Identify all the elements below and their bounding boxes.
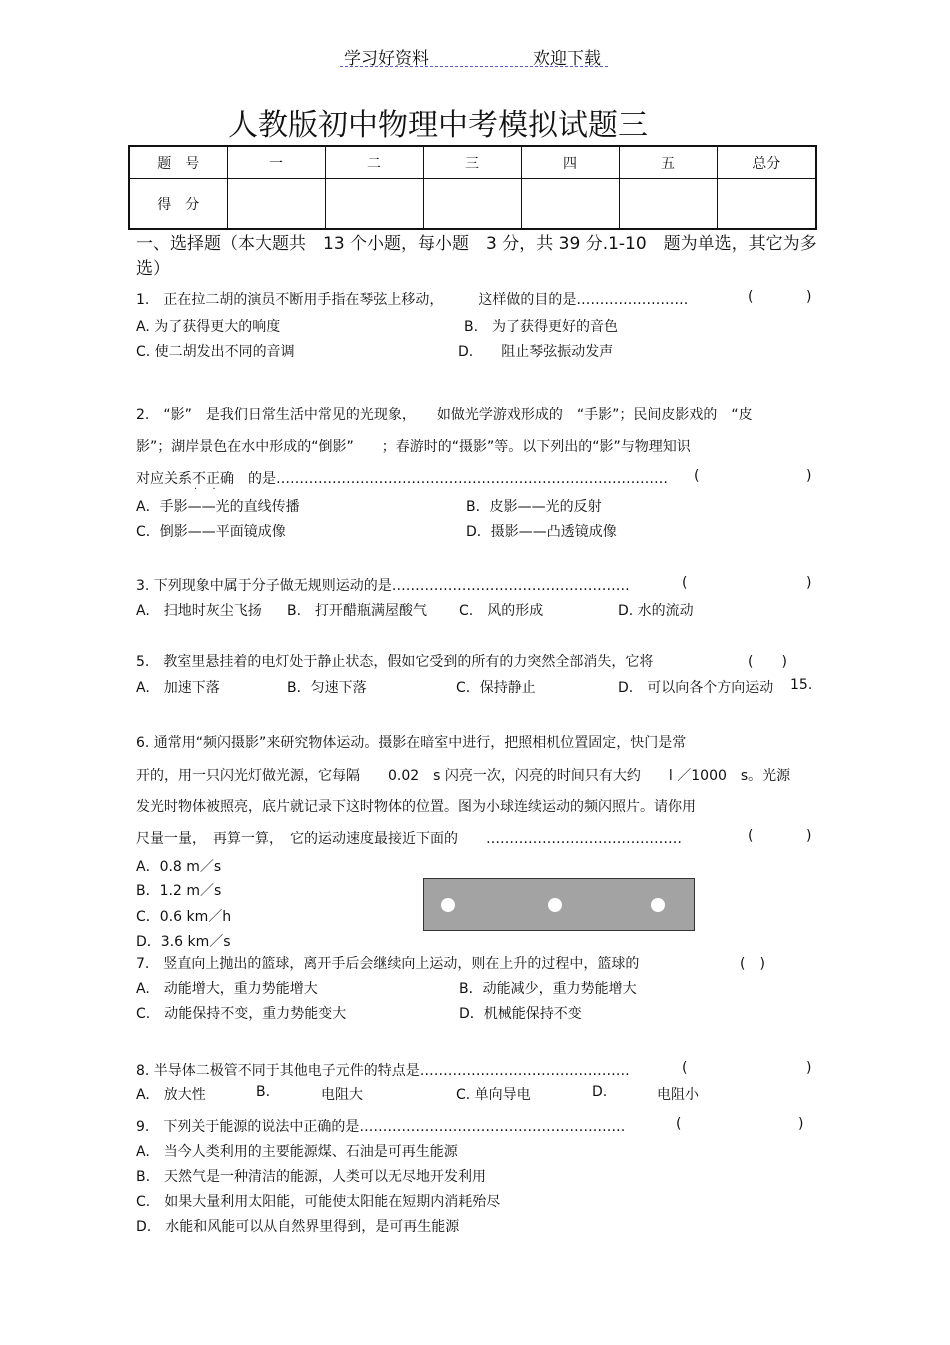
score-table — [128, 145, 817, 230]
option-d: D．机械能保持不变 — [459, 1006, 582, 1022]
option-d: D. 阻止琴弦振动发声 — [458, 344, 614, 360]
option-b-letter: B. — [256, 1084, 271, 1100]
option-a: A．0.8 m／s — [136, 859, 222, 875]
question-6-line-2: 开的，用一只闪光灯做光源，它每隔 0.02 s 闪亮一次，闪亮的时间只有大约 l ／1000 s。光源 — [136, 768, 791, 784]
page-title: 人教版初中物理中考模拟试题三 — [228, 108, 648, 143]
question-5-stem: 5. 教室里悬挂着的电灯处于静止状态，假如它受到的所有的力突然全部消失，它将 — [136, 654, 654, 670]
option-a: A. 当今人类利用的主要能源煤、石油是可再生能源 — [136, 1144, 458, 1160]
option-c: C. 使二胡发出不同的音调 — [136, 344, 295, 360]
option-d: D. 水的流动 — [618, 603, 694, 619]
question-2-text: 对应关系 — [136, 471, 192, 487]
score-table-score-row — [129, 179, 816, 230]
header-divider — [340, 66, 608, 67]
question-7-stem: 7. 竖直向上抛出的篮球，离开手后会继续向上运动，则在上升的过程中，篮球的 — [136, 956, 640, 972]
option-d: D．摄影——凸透镜成像 — [466, 524, 617, 540]
header-left-text: 学习好资料 — [344, 49, 429, 69]
ball-image — [548, 898, 562, 912]
option-c: C. 单向导电 — [456, 1087, 531, 1103]
option-a: A. 动能增大，重力势能增大 — [136, 981, 318, 997]
score-cell — [521, 179, 619, 230]
option-a: A. 放大性 — [136, 1087, 206, 1103]
score-cell — [619, 179, 717, 230]
score-header-cell: 总分 — [717, 146, 816, 179]
option-c: C. 动能保持不变，重力势能变大 — [136, 1006, 347, 1022]
score-header-cell: 一 — [227, 146, 325, 179]
option-d: D. 水能和风能可以从自然界里得到，是可再生能源 — [136, 1219, 460, 1235]
option-d: D．3.6 km／s — [136, 934, 231, 950]
option-c: C. 风的形成 — [459, 603, 544, 619]
question-3-stem: 3. 下列现象中属于分子做无规则运动的是…………………………………………… — [136, 578, 630, 594]
answer-paren-open: ( — [748, 289, 754, 305]
answer-paren: ( ) — [748, 654, 787, 670]
question-6-line-1: 6. 通常用“频闪摄影”来研究物体运动。摄影在暗室中进行，把照相机位置固定，快门是常 — [136, 735, 687, 751]
answer-paren-close: ) — [798, 1116, 804, 1132]
header-right-text: 欢迎下载 — [533, 49, 601, 69]
ball-image — [651, 898, 665, 912]
score-header-cell: 三 — [423, 146, 521, 179]
score-header-cell: 题 号 — [129, 146, 227, 179]
question-6-line-4: 尺量一量， 再算一算， 它的运动速度最接近下面的 …………………………………… — [136, 831, 682, 847]
score-cell — [227, 179, 325, 230]
option-a: A. 扫地时灰尘飞扬 — [136, 603, 262, 619]
option-a: A．手影——光的直线传播 — [136, 499, 300, 515]
question-2-text: 的是………………………………………………………………………… — [234, 471, 668, 487]
answer-paren-close: ) — [806, 289, 812, 305]
trailing-number: 15. — [790, 677, 813, 693]
option-b: B. 打开醋瓶满屋酸气 — [287, 603, 428, 619]
score-header-cell: 二 — [325, 146, 423, 179]
option-b-text: 电阻大 — [321, 1087, 363, 1103]
option-b: B. 天然气是一种清洁的能源，人类可以无尽地开发利用 — [136, 1169, 487, 1185]
question-1-stem: 1. 正在拉二胡的演员不断用手指在琴弦上移动， 这样做的目的是…………………… — [136, 292, 689, 308]
answer-paren: ( ) — [740, 956, 765, 972]
score-table-header-row — [129, 146, 816, 179]
answer-paren-close: ) — [806, 575, 812, 591]
question-6-line-3: 发光时物体被照亮，底片就记录下这时物体的位置。图为小球连续运动的频闪照片。请你用 — [136, 799, 696, 815]
option-b: B．皮影——光的反射 — [466, 499, 602, 515]
score-row-label: 得 分 — [129, 179, 227, 230]
score-cell — [423, 179, 521, 230]
section-heading: 一、选择题（本大题共 13 个小题，每小题 3 分，共 39 分.1-10 题为单选，其它为多选） — [136, 234, 817, 279]
option-d-letter: D. — [592, 1084, 608, 1100]
option-a: A. 加速下落 — [136, 680, 220, 696]
answer-paren-open: ( — [676, 1116, 682, 1132]
score-header-cell: 五 — [619, 146, 717, 179]
option-c: C．保持静止 — [456, 680, 536, 696]
option-d: D. 可以向各个方向运动 — [618, 680, 774, 696]
answer-paren-close: ) — [806, 1060, 812, 1076]
answer-paren-open: ( — [748, 828, 754, 844]
score-cell — [717, 179, 816, 230]
answer-paren-open: ( — [694, 468, 700, 484]
question-9-stem: 9. 下列关于能源的说法中正确的是………………………………………………… — [136, 1119, 626, 1135]
option-b: B. 为了获得更好的音色 — [464, 319, 619, 335]
answer-paren-close: ) — [806, 468, 812, 484]
answer-paren-open: ( — [682, 1060, 688, 1076]
emphasis-text: 不正确 · · — [192, 471, 234, 487]
answer-paren-close: ) — [806, 828, 812, 844]
score-cell — [325, 179, 423, 230]
option-c: C. 如果大量利用太阳能，可能使太阳能在短期内消耗殆尽 — [136, 1194, 501, 1210]
question-2-line-1: 2. “影” 是我们日常生活中常见的光现象， 如做光学游戏形成的 “手影”；民间皮影戏的 “皮 — [136, 407, 753, 423]
option-b: B．1.2 m／s — [136, 883, 222, 899]
question-2-line-2: 影”；湖岸景色在水中形成的“倒影” ；春游时的“摄影”等。以下列出的“影”与物理知识 — [136, 439, 691, 455]
option-b: B．动能减少，重力势能增大 — [459, 981, 637, 997]
option-a: A. 为了获得更大的响度 — [136, 319, 281, 335]
score-header-cell: 四 — [521, 146, 619, 179]
option-b: B．匀速下落 — [287, 680, 367, 696]
question-8-stem: 8. 半导体二极管不同于其他电子元件的特点是……………………………………… — [136, 1063, 630, 1079]
answer-paren-open: ( — [682, 575, 688, 591]
option-c: C．0.6 km／h — [136, 909, 232, 925]
ball-image — [441, 898, 455, 912]
strobe-photo-figure — [423, 878, 695, 931]
question-2-line-3 — [136, 468, 668, 488]
option-c: C．倒影——平面镜成像 — [136, 524, 286, 540]
option-d-text: 电阻小 — [657, 1087, 699, 1103]
